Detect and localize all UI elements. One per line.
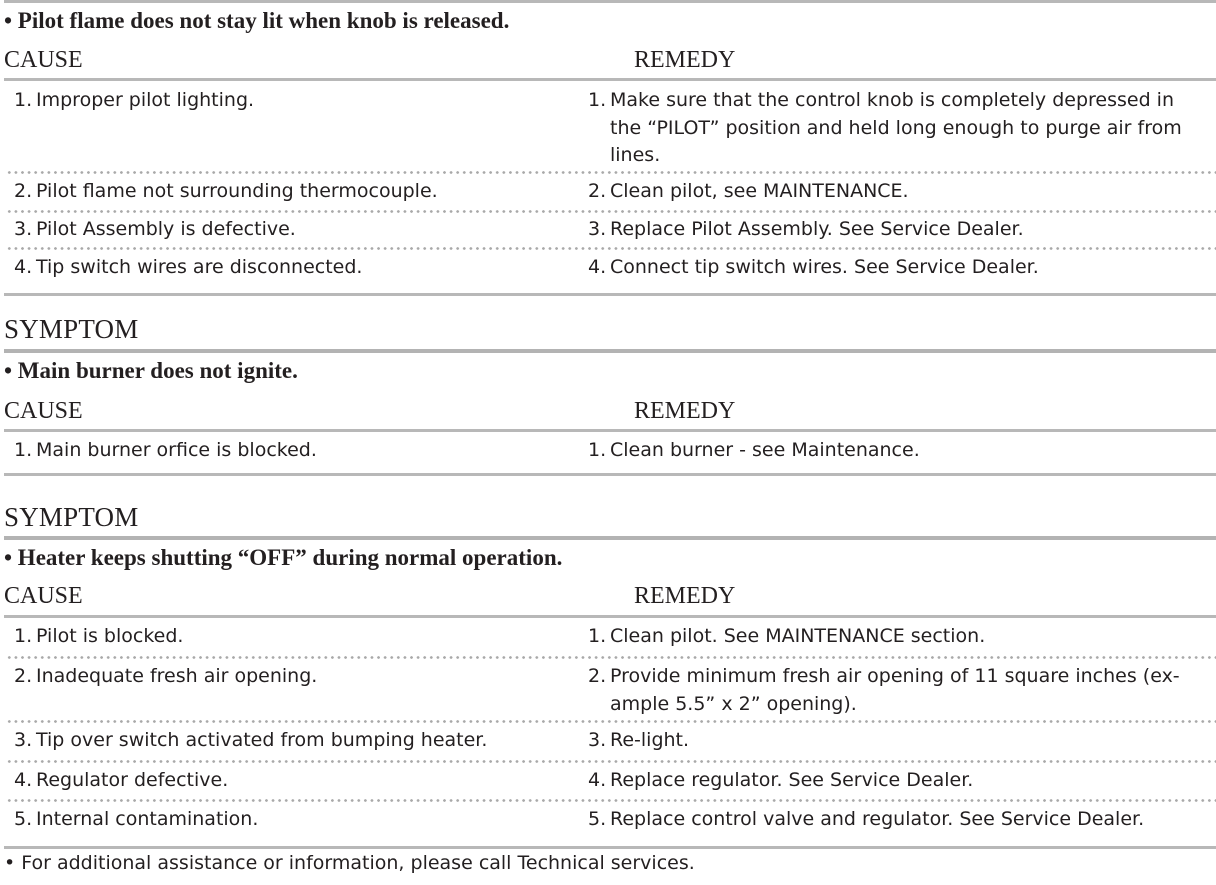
- cause-row: 2. Pilot flame not surrounding thermocouple.: [14, 180, 438, 202]
- divider: [4, 473, 1216, 476]
- symptom-label: SYMPTOM: [4, 314, 139, 344]
- divider: [4, 349, 1216, 353]
- problem-heading: • Pilot flame does not stay lit when knob is released.: [4, 8, 510, 33]
- remedy-row: 2. Clean pilot, see MAINTENANCE.: [588, 180, 909, 202]
- divider: [4, 846, 1216, 849]
- cause-row: 1. Improper pilot lighting.: [14, 89, 255, 111]
- remedy-row: 3. Re-light.: [588, 729, 690, 751]
- remedy-row: 1. Make sure that the control knob is completely depressed in the “PILOT” position and held long enough to purge air from lines.: [588, 89, 1182, 166]
- problem-heading: • Main burner does not ignite.: [4, 358, 298, 383]
- cause-row: 2. Inadequate fresh air opening.: [14, 665, 318, 687]
- dotted-divider: [6, 247, 1216, 250]
- cause-header: CAUSE: [4, 583, 83, 609]
- divider: [4, 429, 1216, 432]
- remedy-header: REMEDY: [634, 583, 736, 609]
- cause-row: 4. Regulator defective.: [14, 769, 229, 791]
- dotted-divider: [6, 760, 1216, 763]
- divider: [4, 536, 1216, 540]
- symptom-label: SYMPTOM: [4, 502, 139, 532]
- remedy-row: 5. Replace control valve and regulator. See Service Dealer.: [588, 808, 1145, 830]
- cause-header: CAUSE: [4, 47, 83, 73]
- dotted-divider: [6, 210, 1216, 213]
- remedy-row: 1. Clean pilot. See MAINTENANCE section.: [588, 625, 986, 647]
- cause-row: 5. Internal contamination.: [14, 808, 259, 830]
- dotted-divider: [6, 799, 1216, 802]
- divider: [4, 0, 1216, 3]
- remedy-header: REMEDY: [634, 47, 736, 73]
- dotted-divider: [6, 171, 1216, 174]
- remedy-row: 3. Replace Pilot Assembly. See Service Dealer.: [588, 218, 1024, 240]
- cause-row: 1. Pilot is blocked.: [14, 625, 184, 647]
- remedy-row: 4. Connect tip switch wires. See Service Dealer.: [588, 256, 1039, 278]
- remedy-row: 1. Clean burner - see Maintenance.: [588, 439, 920, 461]
- problem-heading: • Heater keeps shutting “OFF” during normal operation.: [4, 545, 563, 570]
- dotted-divider: [6, 720, 1216, 723]
- cause-row: 3. Tip over switch activated from bumping heater.: [14, 729, 488, 751]
- footer-note: • For additional assistance or information, please call Technical services.: [4, 852, 695, 874]
- remedy-header: REMEDY: [634, 398, 736, 424]
- cause-row: 4. Tip switch wires are disconnected.: [14, 256, 363, 278]
- divider: [4, 78, 1216, 81]
- remedy-row: 2. Provide minimum fresh air opening of 11 square inches (ex-ample 5.5” x 2” opening).: [588, 665, 1180, 715]
- cause-header: CAUSE: [4, 398, 83, 424]
- cause-row: 1. Main burner orfice is blocked.: [14, 439, 317, 461]
- dotted-divider: [6, 656, 1216, 659]
- divider: [4, 615, 1216, 618]
- cause-row: 3. Pilot Assembly is defective.: [14, 218, 296, 240]
- remedy-row: 4. Replace regulator. See Service Dealer.: [588, 769, 974, 791]
- divider: [4, 293, 1216, 296]
